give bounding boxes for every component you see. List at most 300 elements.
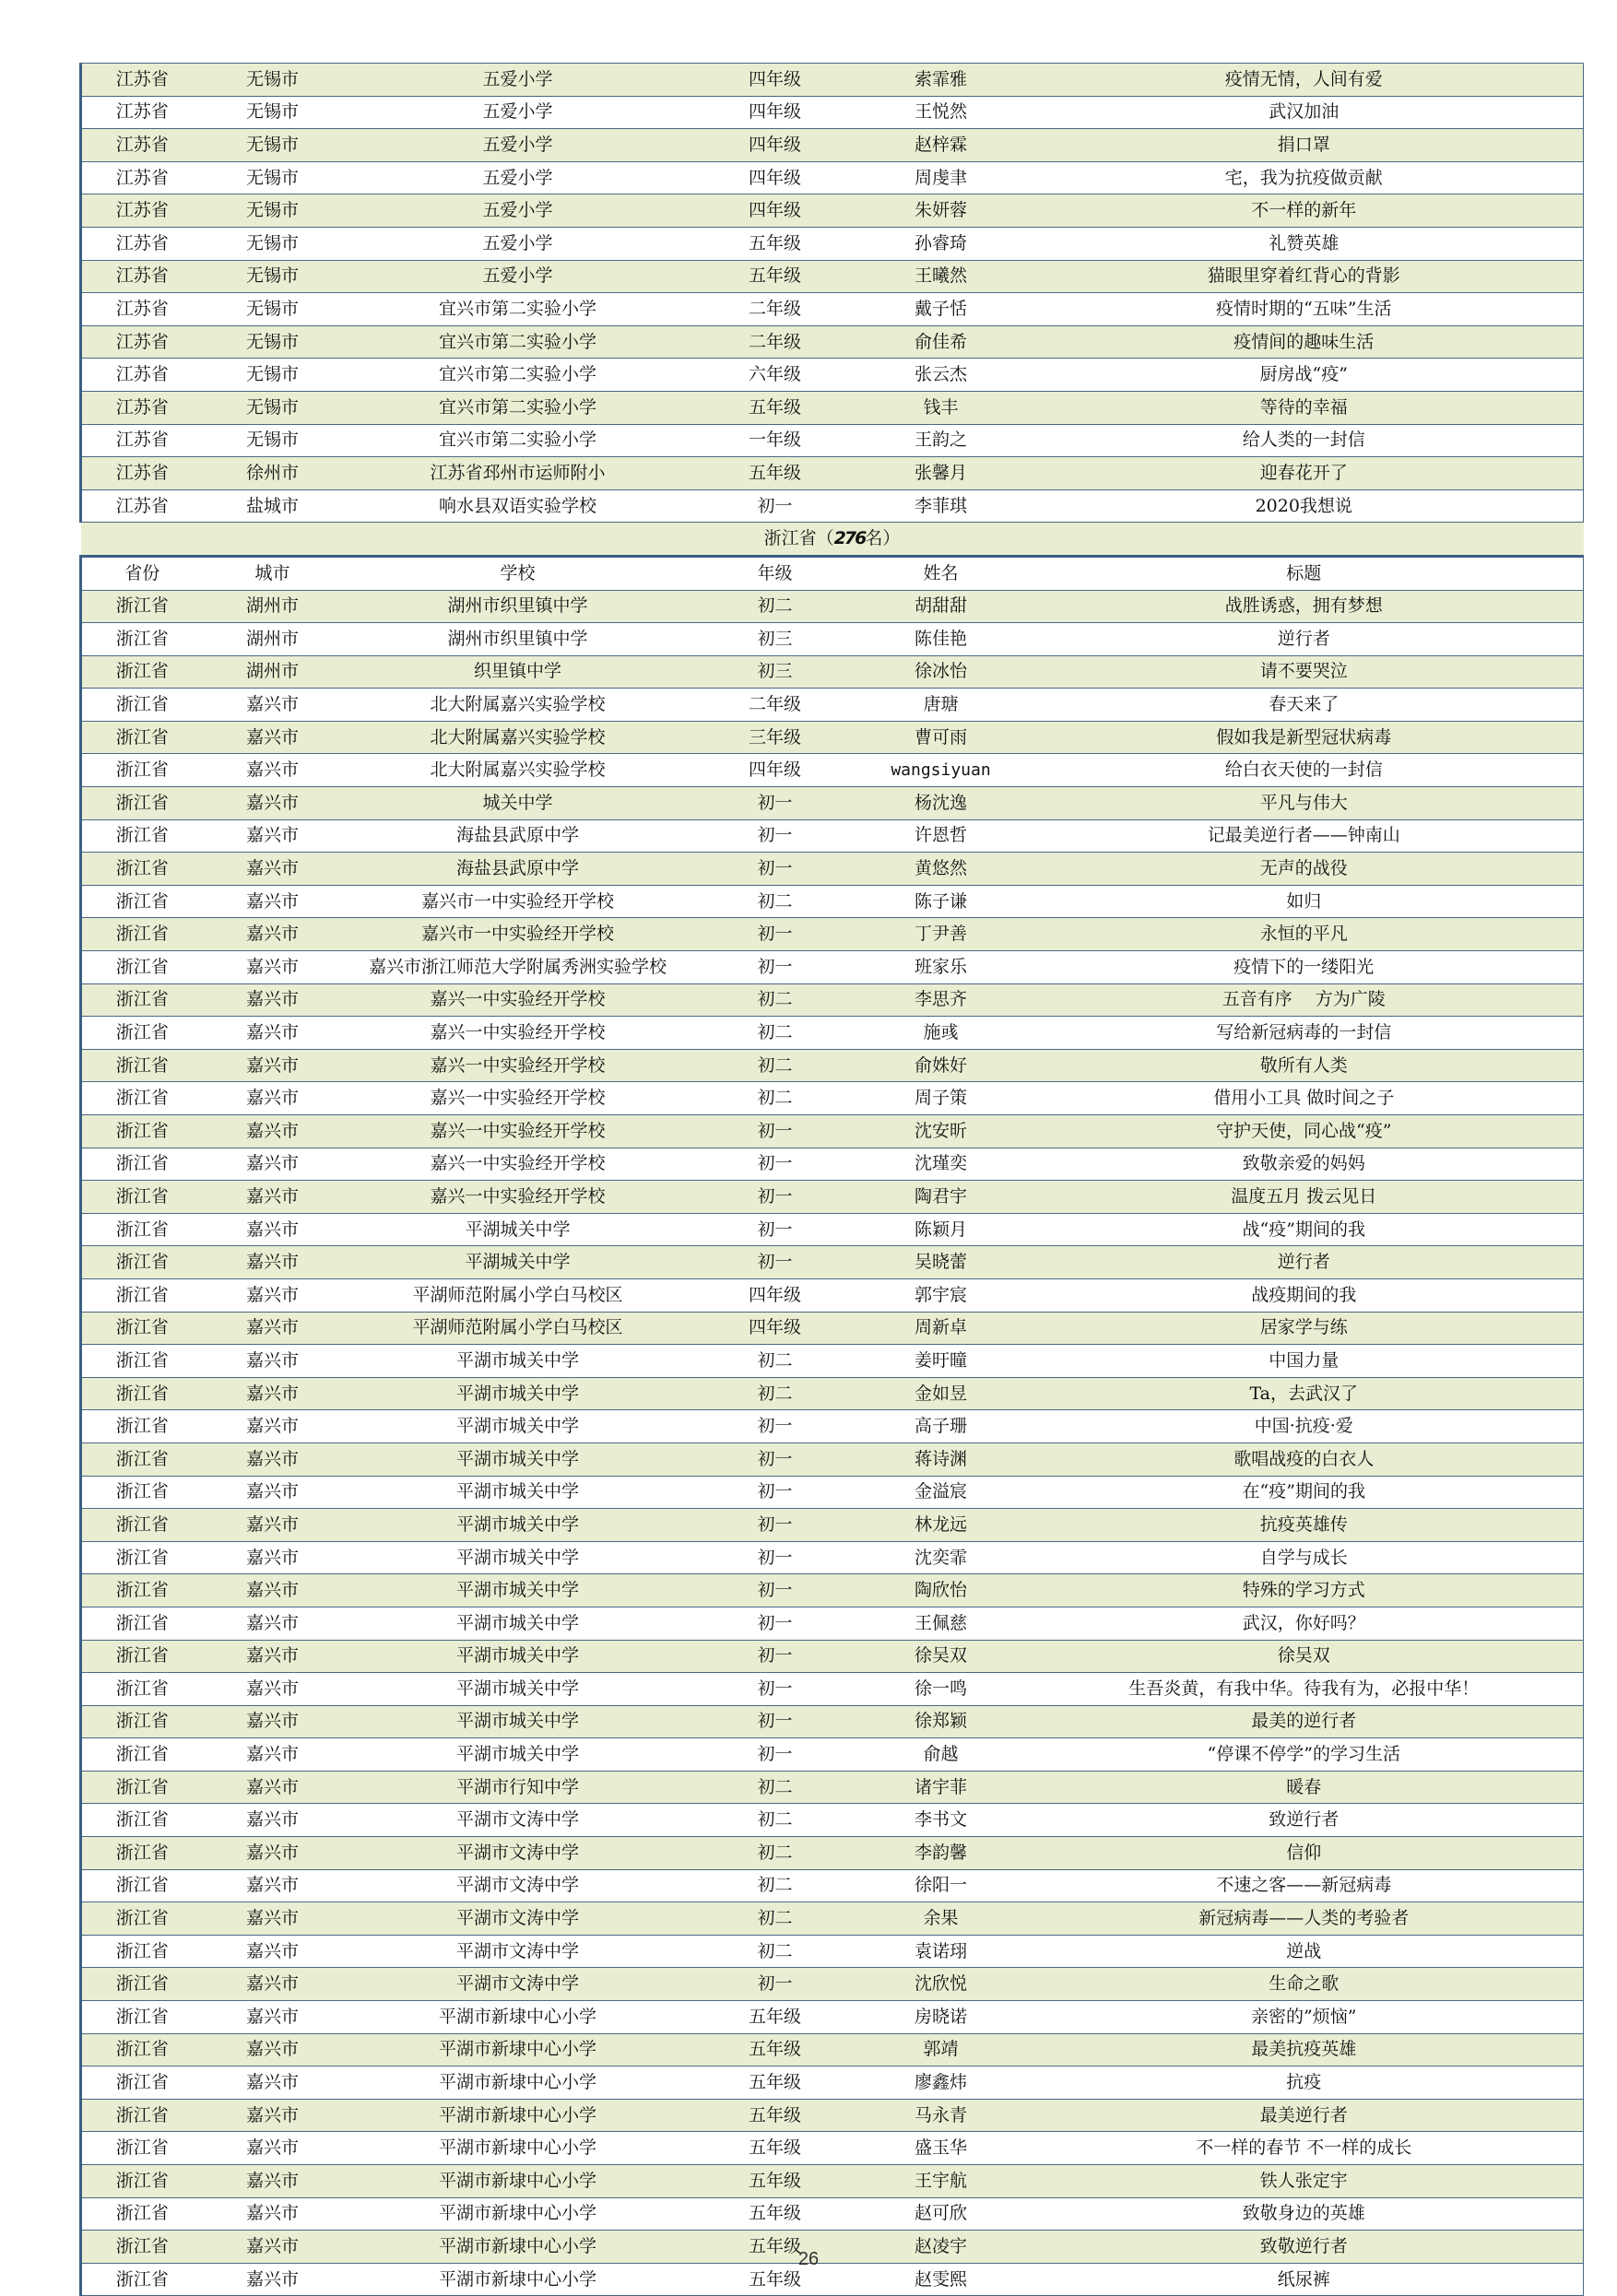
province-cell: 浙江省 xyxy=(81,2263,203,2296)
name-cell: 沈安昕 xyxy=(857,1115,1025,1148)
grade-cell: 初一 xyxy=(693,1738,857,1772)
school-cell: 平湖师范附属小学白马校区 xyxy=(343,1278,693,1312)
grade-cell: 初一 xyxy=(693,951,857,984)
grade-cell: 初一 xyxy=(693,1410,857,1443)
title-cell: 逆行者 xyxy=(1025,1246,1584,1279)
grade-cell: 初一 xyxy=(693,918,857,951)
title-cell: 请不要哭泣 xyxy=(1025,655,1584,689)
grade-cell: 三年级 xyxy=(693,721,857,754)
name-cell: 胡甜甜 xyxy=(857,590,1025,623)
province-cell: 浙江省 xyxy=(81,1213,203,1246)
grade-cell: 初三 xyxy=(693,655,857,689)
province-cell: 江苏省 xyxy=(81,457,203,490)
table-row xyxy=(81,918,1584,951)
title-cell: 致敬亲爱的妈妈 xyxy=(1025,1148,1584,1181)
city-cell: 嘉兴市 xyxy=(203,721,343,754)
school-cell: 平湖市文涛中学 xyxy=(343,1935,693,1968)
name-cell: 沈欣悦 xyxy=(857,1968,1025,2001)
title-cell: 铁人张定宇 xyxy=(1025,2165,1584,2198)
province-cell: 浙江省 xyxy=(81,1017,203,1050)
grade-cell: 初二 xyxy=(693,1804,857,1837)
name-cell: 袁诺珝 xyxy=(857,1935,1025,1968)
city-cell: 嘉兴市 xyxy=(203,1345,343,1378)
school-cell: 湖州市织里镇中学 xyxy=(343,623,693,656)
table-row xyxy=(81,1115,1584,1148)
province-cell: 浙江省 xyxy=(81,951,203,984)
grade-cell: 五年级 xyxy=(693,227,857,260)
province-cell: 江苏省 xyxy=(81,424,203,457)
grade-cell: 四年级 xyxy=(693,194,857,228)
city-cell: 嘉兴市 xyxy=(203,2001,343,2034)
grade-cell: 初一 xyxy=(693,1673,857,1706)
title-cell: 逆战 xyxy=(1025,1935,1584,1968)
title-cell: 如归 xyxy=(1025,885,1584,918)
city-cell: 嘉兴市 xyxy=(203,1312,343,1345)
city-cell: 无锡市 xyxy=(203,129,343,162)
grade-cell: 初二 xyxy=(693,590,857,623)
city-cell: 嘉兴市 xyxy=(203,2099,343,2132)
grade-cell: 五年级 xyxy=(693,2001,857,2034)
school-cell: 平湖市城关中学 xyxy=(343,1541,693,1574)
school-cell: 平湖师范附属小学白马校区 xyxy=(343,1312,693,1345)
city-cell: 嘉兴市 xyxy=(203,1935,343,1968)
school-cell: 平湖市新埭中心小学 xyxy=(343,2033,693,2066)
title-cell: 居家学与练 xyxy=(1025,1312,1584,1345)
city-cell: 嘉兴市 xyxy=(203,1738,343,1772)
name-cell: 李韵馨 xyxy=(857,1837,1025,1870)
title-cell: 厨房战“疫” xyxy=(1025,359,1584,392)
province-cell: 浙江省 xyxy=(81,689,203,722)
title-cell: 特殊的学习方式 xyxy=(1025,1574,1584,1607)
city-cell: 嘉兴市 xyxy=(203,853,343,886)
province-cell: 江苏省 xyxy=(81,489,203,523)
header-city: 城市 xyxy=(203,556,343,590)
name-cell: 王悦然 xyxy=(857,96,1025,129)
title-cell: 最美抗疫英雄 xyxy=(1025,2033,1584,2066)
school-cell: 平湖市城关中学 xyxy=(343,1377,693,1410)
name-cell: 黄悠然 xyxy=(857,853,1025,886)
name-cell: 徐冰怡 xyxy=(857,655,1025,689)
table-row xyxy=(81,260,1584,293)
name-cell: 班家乐 xyxy=(857,951,1025,984)
province-cell: 浙江省 xyxy=(81,590,203,623)
grade-cell: 初一 xyxy=(693,1213,857,1246)
title-cell: 致敬身边的英雄 xyxy=(1025,2197,1584,2231)
name-cell: 蒋诗渊 xyxy=(857,1442,1025,1476)
name-cell: 陈子谦 xyxy=(857,885,1025,918)
province-cell: 浙江省 xyxy=(81,885,203,918)
name-cell: 唐瑭 xyxy=(857,689,1025,722)
name-cell: 廖鑫炜 xyxy=(857,2066,1025,2100)
city-cell: 嘉兴市 xyxy=(203,2033,343,2066)
table-row xyxy=(81,1541,1584,1574)
grade-cell: 初一 xyxy=(693,489,857,523)
school-cell: 嘉兴市一中实验经开学校 xyxy=(343,885,693,918)
table-row xyxy=(81,1509,1584,1542)
title-cell: 战胜诱惑，拥有梦想 xyxy=(1025,590,1584,623)
school-cell: 平湖市城关中学 xyxy=(343,1738,693,1772)
school-cell: 平湖市文涛中学 xyxy=(343,1968,693,2001)
table-row xyxy=(81,2197,1584,2231)
table-row xyxy=(81,1410,1584,1443)
title-cell: 春天来了 xyxy=(1025,689,1584,722)
grade-cell: 初一 xyxy=(693,1442,857,1476)
table-row xyxy=(81,359,1584,392)
school-cell: 宜兴市第二实验小学 xyxy=(343,359,693,392)
title-cell: 守护天使，同心战“疫” xyxy=(1025,1115,1584,1148)
section-province: 浙江省（ xyxy=(763,528,834,549)
table-row xyxy=(81,1607,1584,1640)
table-row xyxy=(81,391,1584,424)
city-cell: 无锡市 xyxy=(203,359,343,392)
grade-cell: 初二 xyxy=(693,1049,857,1082)
school-cell: 平湖市文涛中学 xyxy=(343,1869,693,1902)
province-cell: 浙江省 xyxy=(81,1115,203,1148)
province-cell: 浙江省 xyxy=(81,1345,203,1378)
title-cell: Ta，去武汉了 xyxy=(1025,1377,1584,1410)
name-cell: 陈颖月 xyxy=(857,1213,1025,1246)
city-cell: 嘉兴市 xyxy=(203,951,343,984)
table-row xyxy=(81,2066,1584,2100)
name-cell: 赵雯熙 xyxy=(857,2263,1025,2296)
name-cell: 高子珊 xyxy=(857,1410,1025,1443)
grade-cell: 四年级 xyxy=(693,754,857,787)
province-cell: 浙江省 xyxy=(81,2132,203,2165)
grade-cell: 初一 xyxy=(693,1115,857,1148)
name-cell: 马永青 xyxy=(857,2099,1025,2132)
name-cell: 沈奕霏 xyxy=(857,1541,1025,1574)
section-suffix: 名） xyxy=(865,528,901,549)
table-row xyxy=(81,721,1584,754)
grade-cell: 初一 xyxy=(693,819,857,853)
city-cell: 嘉兴市 xyxy=(203,1115,343,1148)
province-cell: 浙江省 xyxy=(81,1935,203,1968)
province-cell: 江苏省 xyxy=(81,227,203,260)
province-cell: 浙江省 xyxy=(81,1148,203,1181)
title-cell: 假如我是新型冠状病毒 xyxy=(1025,721,1584,754)
province-cell: 浙江省 xyxy=(81,1476,203,1509)
grade-cell: 四年级 xyxy=(693,161,857,194)
table-body xyxy=(81,64,1584,2296)
city-cell: 嘉兴市 xyxy=(203,2231,343,2264)
title-cell: 给白衣天使的一封信 xyxy=(1025,754,1584,787)
province-cell: 江苏省 xyxy=(81,194,203,228)
title-cell: 借用小工具 做时间之子 xyxy=(1025,1082,1584,1115)
province-cell: 浙江省 xyxy=(81,1574,203,1607)
grade-cell: 初二 xyxy=(693,1082,857,1115)
table-row xyxy=(81,1935,1584,1968)
school-cell: 平湖市新埭中心小学 xyxy=(343,2001,693,2034)
header-grade: 年级 xyxy=(693,556,857,590)
grade-cell: 四年级 xyxy=(693,1312,857,1345)
school-cell: 平湖市新埭中心小学 xyxy=(343,2231,693,2264)
name-cell: 郭靖 xyxy=(857,2033,1025,2066)
city-cell: 嘉兴市 xyxy=(203,1607,343,1640)
title-cell: 敬所有人类 xyxy=(1025,1049,1584,1082)
grade-cell: 初一 xyxy=(693,1541,857,1574)
title-cell: 战疫期间的我 xyxy=(1025,1278,1584,1312)
province-cell: 浙江省 xyxy=(81,819,203,853)
province-cell: 浙江省 xyxy=(81,1049,203,1082)
province-cell: 浙江省 xyxy=(81,918,203,951)
table-row xyxy=(81,2099,1584,2132)
table-row xyxy=(81,457,1584,490)
grade-cell: 初二 xyxy=(693,983,857,1017)
table-row xyxy=(81,1476,1584,1509)
title-cell: 不一样的新年 xyxy=(1025,194,1584,228)
name-cell: 盛玉华 xyxy=(857,2132,1025,2165)
province-cell: 浙江省 xyxy=(81,1640,203,1673)
school-cell: 平湖市城关中学 xyxy=(343,1640,693,1673)
province-cell: 浙江省 xyxy=(81,2099,203,2132)
school-cell: 五爱小学 xyxy=(343,194,693,228)
grade-cell: 五年级 xyxy=(693,2165,857,2198)
table-row xyxy=(81,853,1584,886)
school-cell: 平湖市城关中学 xyxy=(343,1410,693,1443)
table-row xyxy=(81,2033,1584,2066)
name-cell: 俞姝好 xyxy=(857,1049,1025,1082)
grade-cell: 一年级 xyxy=(693,424,857,457)
school-cell: 嘉兴一中实验经开学校 xyxy=(343,983,693,1017)
school-cell: 嘉兴一中实验经开学校 xyxy=(343,1049,693,1082)
grade-cell: 五年级 xyxy=(693,260,857,293)
city-cell: 嘉兴市 xyxy=(203,1213,343,1246)
table-row xyxy=(81,2132,1584,2165)
title-cell: 中国力量 xyxy=(1025,1345,1584,1378)
school-cell: 海盐县武原中学 xyxy=(343,819,693,853)
province-cell: 浙江省 xyxy=(81,1705,203,1738)
province-cell: 浙江省 xyxy=(81,1738,203,1772)
table-row xyxy=(81,424,1584,457)
province-cell: 浙江省 xyxy=(81,754,203,787)
name-cell: 李菲琪 xyxy=(857,489,1025,523)
province-cell: 浙江省 xyxy=(81,1410,203,1443)
school-cell: 嘉兴市浙江师范大学附属秀洲实验学校 xyxy=(343,951,693,984)
city-cell: 嘉兴市 xyxy=(203,1246,343,1279)
school-cell: 平湖城关中学 xyxy=(343,1246,693,1279)
name-cell: 赵凌宇 xyxy=(857,2231,1025,2264)
city-cell: 嘉兴市 xyxy=(203,1049,343,1082)
city-cell: 嘉兴市 xyxy=(203,2066,343,2100)
school-cell: 嘉兴一中实验经开学校 xyxy=(343,1115,693,1148)
name-cell: 沈瑾奕 xyxy=(857,1148,1025,1181)
province-cell: 浙江省 xyxy=(81,1673,203,1706)
school-cell: 宜兴市第二实验小学 xyxy=(343,325,693,359)
title-cell: 2020我想说 xyxy=(1025,489,1584,523)
table-row xyxy=(81,1804,1584,1837)
school-cell: 五爱小学 xyxy=(343,96,693,129)
city-cell: 嘉兴市 xyxy=(203,1148,343,1181)
title-cell: 疫情间的趣味生活 xyxy=(1025,325,1584,359)
name-cell: 周子策 xyxy=(857,1082,1025,1115)
province-cell: 浙江省 xyxy=(81,1607,203,1640)
table-row xyxy=(81,951,1584,984)
school-cell: 响水县双语实验学校 xyxy=(343,489,693,523)
city-cell: 无锡市 xyxy=(203,424,343,457)
table-row xyxy=(81,1017,1584,1050)
name-cell: 林龙远 xyxy=(857,1509,1025,1542)
table-row xyxy=(81,1705,1584,1738)
section-count: 276 xyxy=(833,528,866,549)
results-table xyxy=(79,63,1582,2296)
table-row xyxy=(81,1148,1584,1181)
section-header-zhejiang xyxy=(81,523,1584,557)
title-cell: 抗疫 xyxy=(1025,2066,1584,2100)
school-cell: 北大附属嘉兴实验学校 xyxy=(343,689,693,722)
name-cell: 丁尹善 xyxy=(857,918,1025,951)
name-cell: 徐郑颖 xyxy=(857,1705,1025,1738)
city-cell: 无锡市 xyxy=(203,161,343,194)
city-cell: 嘉兴市 xyxy=(203,754,343,787)
province-cell: 浙江省 xyxy=(81,2066,203,2100)
table-row xyxy=(81,819,1584,853)
city-cell: 嘉兴市 xyxy=(203,819,343,853)
province-cell: 浙江省 xyxy=(81,787,203,820)
table-row xyxy=(81,2165,1584,2198)
school-cell: 平湖市城关中学 xyxy=(343,1705,693,1738)
school-cell: 嘉兴一中实验经开学校 xyxy=(343,1181,693,1214)
school-cell: 嘉兴一中实验经开学校 xyxy=(343,1082,693,1115)
school-cell: 平湖市城关中学 xyxy=(343,1476,693,1509)
city-cell: 嘉兴市 xyxy=(203,1968,343,2001)
grade-cell: 四年级 xyxy=(693,96,857,129)
school-cell: 平湖市新埭中心小学 xyxy=(343,2197,693,2231)
school-cell: 平湖市文涛中学 xyxy=(343,1837,693,1870)
province-cell: 浙江省 xyxy=(81,1804,203,1837)
city-cell: 嘉兴市 xyxy=(203,1541,343,1574)
city-cell: 无锡市 xyxy=(203,325,343,359)
name-cell: 赵可欣 xyxy=(857,2197,1025,2231)
grade-cell: 初一 xyxy=(693,1148,857,1181)
table-row xyxy=(81,194,1584,228)
grade-cell: 初一 xyxy=(693,853,857,886)
table-row xyxy=(81,1049,1584,1082)
province-cell: 江苏省 xyxy=(81,391,203,424)
title-cell: 最美的逆行者 xyxy=(1025,1705,1584,1738)
province-cell: 江苏省 xyxy=(81,293,203,326)
name-cell: 李书文 xyxy=(857,1804,1025,1837)
grade-cell: 初一 xyxy=(693,1968,857,2001)
school-cell: 平湖城关中学 xyxy=(343,1213,693,1246)
grade-cell: 初二 xyxy=(693,1837,857,1870)
title-cell: 歌唱战疫的白衣人 xyxy=(1025,1442,1584,1476)
province-cell: 江苏省 xyxy=(81,64,203,97)
table-row xyxy=(81,689,1584,722)
grade-cell: 五年级 xyxy=(693,391,857,424)
table-row xyxy=(81,1738,1584,1772)
grade-cell: 四年级 xyxy=(693,64,857,97)
grade-cell: 初一 xyxy=(693,1181,857,1214)
grade-cell: 五年级 xyxy=(693,2033,857,2066)
province-cell: 浙江省 xyxy=(81,1377,203,1410)
school-cell: 北大附属嘉兴实验学校 xyxy=(343,754,693,787)
grade-cell: 二年级 xyxy=(693,325,857,359)
grade-cell: 初二 xyxy=(693,1902,857,1936)
name-cell: 周新卓 xyxy=(857,1312,1025,1345)
title-cell: 温度五月 拨云见日 xyxy=(1025,1181,1584,1214)
grade-cell: 初一 xyxy=(693,787,857,820)
province-cell: 浙江省 xyxy=(81,1181,203,1214)
grade-cell: 初二 xyxy=(693,1935,857,1968)
name-cell: 王宇航 xyxy=(857,2165,1025,2198)
title-cell: 中国·抗疫·爱 xyxy=(1025,1410,1584,1443)
table-row xyxy=(81,1902,1584,1936)
city-cell: 湖州市 xyxy=(203,655,343,689)
city-cell: 无锡市 xyxy=(203,391,343,424)
title-cell: 猫眼里穿着红背心的背影 xyxy=(1025,260,1584,293)
school-cell: 平湖市行知中学 xyxy=(343,1771,693,1804)
title-cell: 永恒的平凡 xyxy=(1025,918,1584,951)
name-cell: 徐一鸣 xyxy=(857,1673,1025,1706)
name-cell: 杨沈逸 xyxy=(857,787,1025,820)
school-cell: 平湖市新埭中心小学 xyxy=(343,2263,693,2296)
province-cell: 浙江省 xyxy=(81,1869,203,1902)
title-cell: 五音有序 方为广陵 xyxy=(1025,983,1584,1017)
city-cell: 无锡市 xyxy=(203,194,343,228)
city-cell: 湖州市 xyxy=(203,623,343,656)
school-cell: 平湖市城关中学 xyxy=(343,1673,693,1706)
school-cell: 嘉兴一中实验经开学校 xyxy=(343,1148,693,1181)
province-cell: 浙江省 xyxy=(81,1968,203,2001)
title-cell: 记最美逆行者——钟南山 xyxy=(1025,819,1584,853)
province-cell: 浙江省 xyxy=(81,1082,203,1115)
province-cell: 浙江省 xyxy=(81,2033,203,2066)
grade-cell: 五年级 xyxy=(693,2231,857,2264)
city-cell: 嘉兴市 xyxy=(203,1804,343,1837)
province-cell: 江苏省 xyxy=(81,260,203,293)
table-row xyxy=(81,64,1584,97)
city-cell: 嘉兴市 xyxy=(203,1902,343,1936)
province-cell: 浙江省 xyxy=(81,1541,203,1574)
table-row xyxy=(81,623,1584,656)
city-cell: 无锡市 xyxy=(203,96,343,129)
table-row xyxy=(81,1640,1584,1673)
title-cell: 暖春 xyxy=(1025,1771,1584,1804)
school-cell: 平湖市城关中学 xyxy=(343,1345,693,1378)
title-cell: 等待的幸福 xyxy=(1025,391,1584,424)
page-number: 26 xyxy=(797,2249,820,2269)
name-cell: 俞越 xyxy=(857,1738,1025,1772)
school-cell: 宜兴市第二实验小学 xyxy=(343,391,693,424)
city-cell: 嘉兴市 xyxy=(203,983,343,1017)
province-cell: 浙江省 xyxy=(81,1902,203,1936)
grade-cell: 初二 xyxy=(693,1771,857,1804)
table-row xyxy=(81,983,1584,1017)
school-cell: 平湖市城关中学 xyxy=(343,1442,693,1476)
name-cell: 郭宇宸 xyxy=(857,1278,1025,1312)
school-cell: 平湖市城关中学 xyxy=(343,1607,693,1640)
name-cell: 施彧 xyxy=(857,1017,1025,1050)
grade-cell: 五年级 xyxy=(693,2132,857,2165)
title-cell: 武汉，你好吗？ xyxy=(1025,1607,1584,1640)
title-cell: 平凡与伟大 xyxy=(1025,787,1584,820)
city-cell: 无锡市 xyxy=(203,260,343,293)
city-cell: 嘉兴市 xyxy=(203,1442,343,1476)
city-cell: 嘉兴市 xyxy=(203,1377,343,1410)
city-cell: 嘉兴市 xyxy=(203,1181,343,1214)
school-cell: 城关中学 xyxy=(343,787,693,820)
table-row xyxy=(81,1442,1584,1476)
title-cell: 给人类的一封信 xyxy=(1025,424,1584,457)
title-cell: 迎春花开了 xyxy=(1025,457,1584,490)
name-cell: 姜旴曈 xyxy=(857,1345,1025,1378)
name-cell: 曹可雨 xyxy=(857,721,1025,754)
title-cell: 逆行者 xyxy=(1025,623,1584,656)
name-cell: 吴晓蕾 xyxy=(857,1246,1025,1279)
city-cell: 无锡市 xyxy=(203,227,343,260)
province-cell: 江苏省 xyxy=(81,96,203,129)
section-header-cell xyxy=(81,523,1584,557)
